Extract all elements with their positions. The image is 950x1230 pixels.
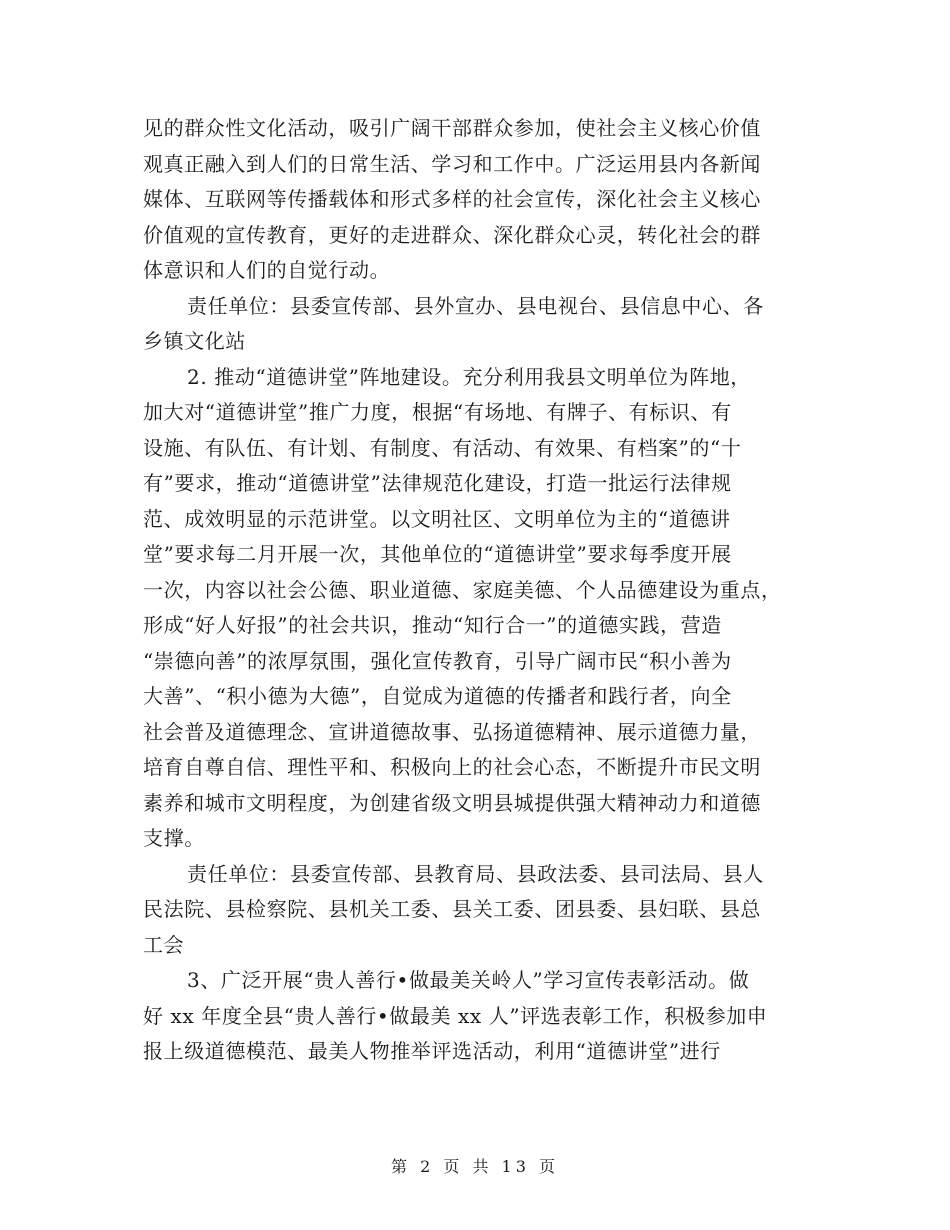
text-line: 设施、有队伍、有计划、有制度、有活动、有效果、有档案”的“十	[143, 435, 742, 460]
text-line: 大善”、“积小德为大德”，自觉成为道德的传播者和践行者，向全	[143, 684, 732, 708]
text-line: 一次，内容以社会公德、职业道德、家庭美德、个人品德建设为重点，	[143, 577, 782, 602]
document-body	[143, 111, 808, 1070]
text-line: 培育自尊自信、理性平和、积极向上的社会心态，不断提升市民文明	[143, 755, 761, 779]
text-line: 责任单位：县委宣传部、县外宣办、县电视台、县信息中心、各	[187, 293, 764, 318]
text-line: 媒体、互联网等传播载体和形式多样的社会宣传，深化社会主义核心	[143, 187, 761, 211]
text-line: 有”要求，推动“道德讲堂”法律规范化建设，打造一批运行法律规	[143, 471, 732, 495]
text-line: 乡镇文化站	[143, 329, 246, 353]
text-line: 民法院、县检察院、县机关工委、县关工委、团县委、县妇联、县总	[143, 897, 761, 921]
text-line: 社会普及道德理念、宣讲道德故事、弘扬道德精神、展示道德力量，	[143, 719, 761, 744]
text-line: 范、成效明显的示范讲堂。以文明社区、文明单位为主的“道德讲	[143, 506, 731, 531]
text-line: 工会	[143, 932, 185, 957]
text-line: “崇德向善”的浓厚氛围，强化宣传教育，引导广阔市民“积小善为	[143, 648, 732, 673]
page-number-footer: 第 2 页 共 13 页	[391, 1157, 559, 1176]
text-line: 见的群众性文化活动，吸引广阔干部群众参加，使社会主义核心价值	[143, 116, 761, 140]
text-line: 体意识和人们的自觉行动。	[143, 258, 391, 282]
text-line: 素养和城市文明程度，为创建省级文明县城提供强大精神动力和道德	[143, 790, 761, 815]
text-line: 报上级道德模范、最美人物推举评选活动，利用“道德讲堂”进行	[143, 1039, 721, 1063]
text-line: 堂”要求每二月开展一次，其他单位的“道德讲堂”要求每季度开展	[143, 542, 732, 566]
text-line: 观真正融入到人们的日常生活、学习和工作中。广泛运用县内各新闻	[143, 151, 761, 176]
text-line: 加大对“道德讲堂”推广力度，根据“有场地、有牌子、有标识、有	[143, 400, 732, 424]
text-line: 好 xx 年度全县“贵人善行•做最美 xx 人”评选表彰工作，积极参加申	[143, 1003, 768, 1028]
text-line: 3、广泛开展“贵人善行•做最美关岭人”学习宣传表彰活动。做	[187, 968, 750, 992]
text-line: 支撑。	[143, 826, 205, 850]
text-line: 形成“好人好报”的社会共识，推动“知行合一”的道德实践，营造	[143, 613, 722, 637]
text-line: 价值观的宣传教育，更好的走进群众、深化群众心灵，转化社会的群	[143, 222, 761, 247]
text-line: 责任单位：县委宣传部、县教育局、县政法委、县司法局、县人	[187, 861, 764, 886]
text-line: 2. 推动“道德讲堂”阵地建设。充分利用我县文明单位为阵地，	[187, 364, 751, 389]
